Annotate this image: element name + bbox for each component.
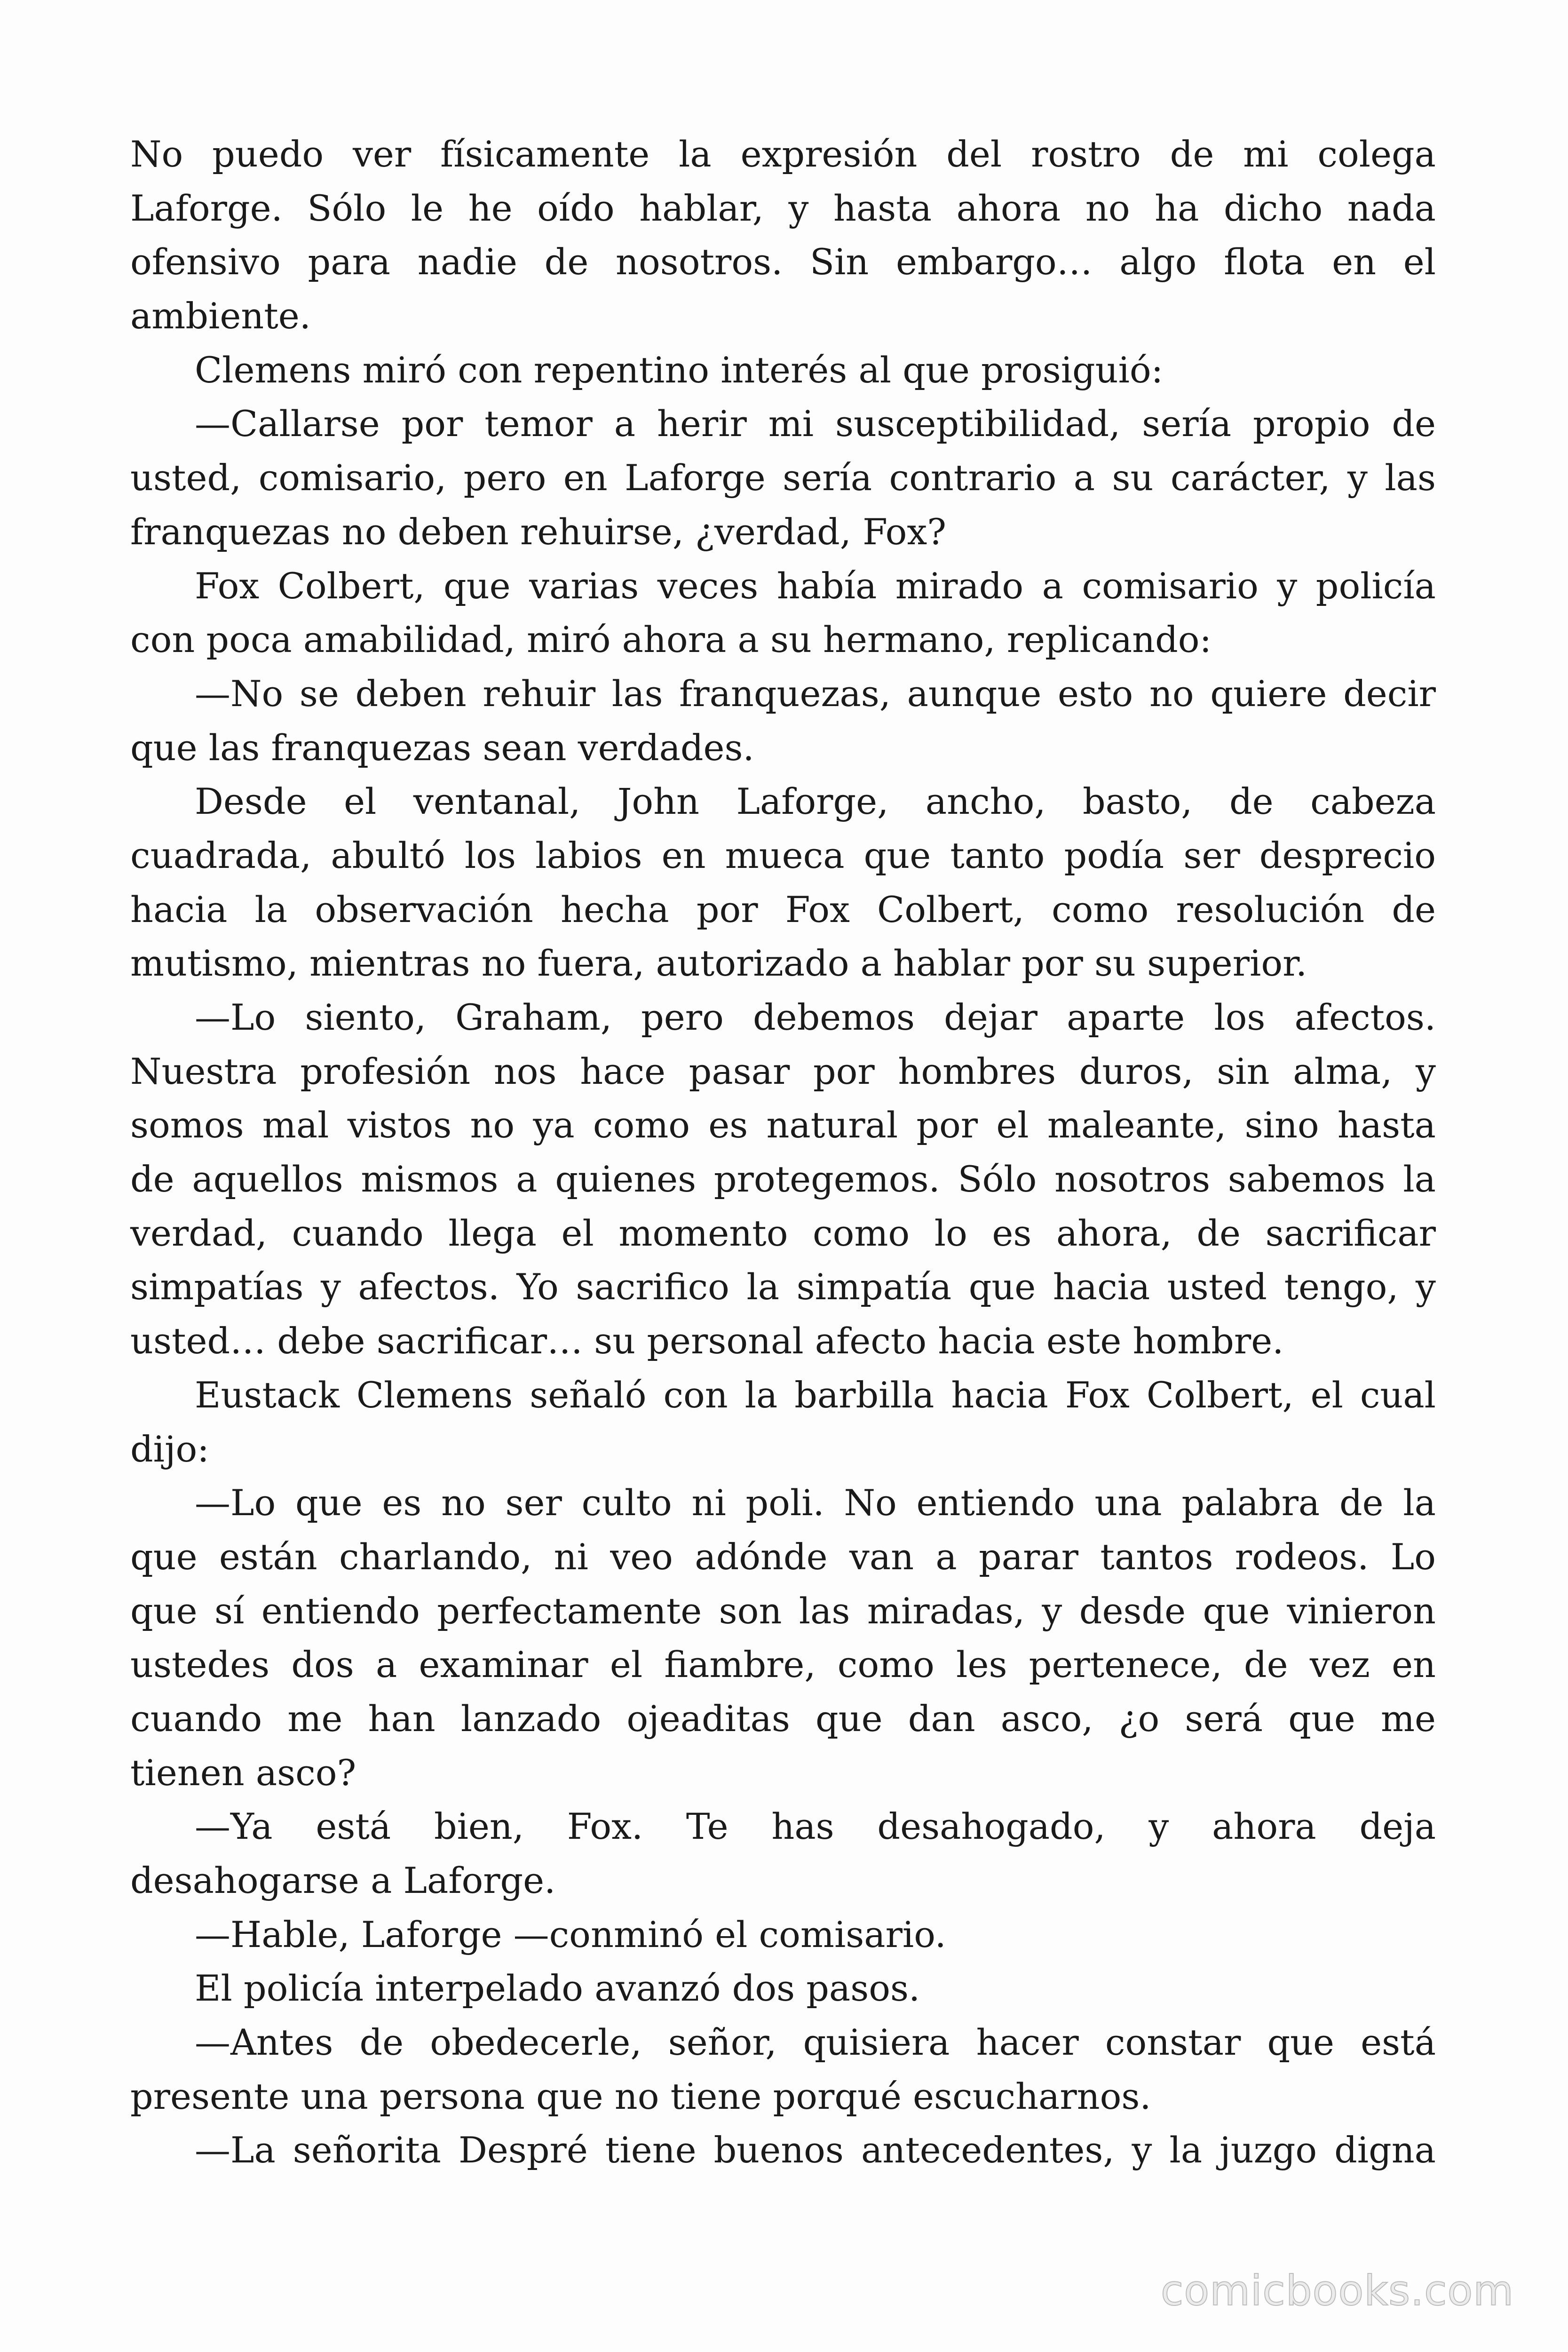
text-line: Laforge. Sólo le he oído hablar, y hasta ahora no ha dicho nada xyxy=(130,187,1436,229)
text-line: —No se deben rehuir las franquezas, aunque esto no quiere decir xyxy=(195,672,1436,715)
paragraph xyxy=(130,667,1436,775)
paragraph xyxy=(130,127,1436,343)
text-line: Fox Colbert, que varias veces había mirado a comisario y policía xyxy=(195,564,1436,607)
text-line: mutismo, mientras no fuera, autorizado a hablar por su superior. xyxy=(130,942,1307,985)
text-line: ustedes dos a examinar el fiambre, como les pertenece, de vez en xyxy=(130,1644,1436,1686)
text-line: dijo: xyxy=(130,1428,209,1470)
text-line: usted… debe sacrificar… su personal afecto hacia este hombre. xyxy=(130,1320,1284,1362)
paragraph xyxy=(130,775,1436,991)
paragraph xyxy=(130,2016,1436,2123)
text-line: —Lo siento, Graham, pero debemos dejar aparte los afectos. xyxy=(195,996,1436,1038)
watermark: comicbooks.com xyxy=(1161,2266,1514,2315)
text-line: —Callarse por temor a herir mi susceptibilidad, sería propio de xyxy=(195,403,1436,445)
text-line: ambiente. xyxy=(130,295,311,337)
text-line: Clemens miró con repentino interés al que prosiguió: xyxy=(195,349,1164,391)
text-line: —Antes de obedecerle, señor, quisiera hacer constar que está xyxy=(195,2021,1436,2064)
text-line: cuadrada, abultó los labios en mueca que tanto podía ser desprecio xyxy=(130,834,1436,876)
text-line: somos mal vistos no ya como es natural por el maleante, sino hasta xyxy=(130,1104,1436,1146)
paragraph xyxy=(130,991,1436,1368)
paragraph xyxy=(130,397,1436,559)
text-line: hacia la observación hecha por Fox Colbert, como resolución de xyxy=(130,888,1436,930)
text-line: que sí entiendo perfectamente son las miradas, y desde que vinieron xyxy=(130,1589,1436,1632)
paragraph xyxy=(130,1962,1436,2016)
text-line: —Lo que es no ser culto ni poli. No entiendo una palabra de la xyxy=(195,1482,1436,1524)
text-line: simpatías y afectos. Yo sacrifico la simpatía que hacia usted tengo, y xyxy=(130,1266,1436,1308)
text-line: El policía interpelado avanzó dos pasos. xyxy=(195,1967,920,2010)
text-line: que las franquezas sean verdades. xyxy=(130,726,754,769)
text-line: Eustack Clemens señaló con la barbilla hacia Fox Colbert, el cual xyxy=(195,1374,1436,1416)
text-line: —Ya está bien, Fox. Te has desahogado, y ahora deja xyxy=(195,1805,1436,1848)
text-line: presente una persona que no tiene porqué escucharnos. xyxy=(130,2075,1151,2117)
paragraph xyxy=(130,1908,1436,1962)
text-line: de aquellos mismos a quienes protegemos. Sólo nosotros sabemos la xyxy=(130,1158,1436,1200)
paragraph xyxy=(130,559,1436,667)
text-line: desahogarse a Laforge. xyxy=(130,1859,556,1901)
text-line: cuando me han lanzado ojeaditas que dan asco, ¿o será que me xyxy=(130,1697,1436,1740)
paragraph xyxy=(130,1800,1436,1907)
text-line: verdad, cuando llega el momento como lo es ahora, de sacrificar xyxy=(130,1212,1436,1254)
text-line: No puedo ver físicamente la expresión del rostro de mi colega xyxy=(130,133,1436,175)
paragraph xyxy=(130,343,1436,397)
text-line: —Hable, Laforge —conminó el comisario. xyxy=(195,1913,946,1955)
text-line: —La señorita Despré tiene buenos antecedentes, y la juzgo digna xyxy=(195,2129,1436,2171)
paragraph xyxy=(130,1368,1436,1476)
body-text xyxy=(130,127,1436,2177)
text-line: ofensivo para nadie de nosotros. Sin embargo… algo flota en el xyxy=(130,241,1436,283)
text-line: usted, comisario, pero en Laforge sería contrario a su carácter, y las xyxy=(130,457,1436,499)
text-line: tienen asco? xyxy=(130,1751,356,1794)
text-line: que están charlando, ni veo adónde van a parar tantos rodeos. Lo xyxy=(130,1535,1436,1578)
text-line: Desde el ventanal, John Laforge, ancho, basto, de cabeza xyxy=(195,780,1436,823)
text-line: franquezas no deben rehuirse, ¿verdad, Fox? xyxy=(130,510,947,553)
text-line: con poca amabilidad, miró ahora a su hermano, replicando: xyxy=(130,619,1212,661)
paragraph xyxy=(130,2123,1436,2177)
text-line: Nuestra profesión nos hace pasar por hombres duros, sin alma, y xyxy=(130,1050,1436,1092)
paragraph xyxy=(130,1476,1436,1800)
